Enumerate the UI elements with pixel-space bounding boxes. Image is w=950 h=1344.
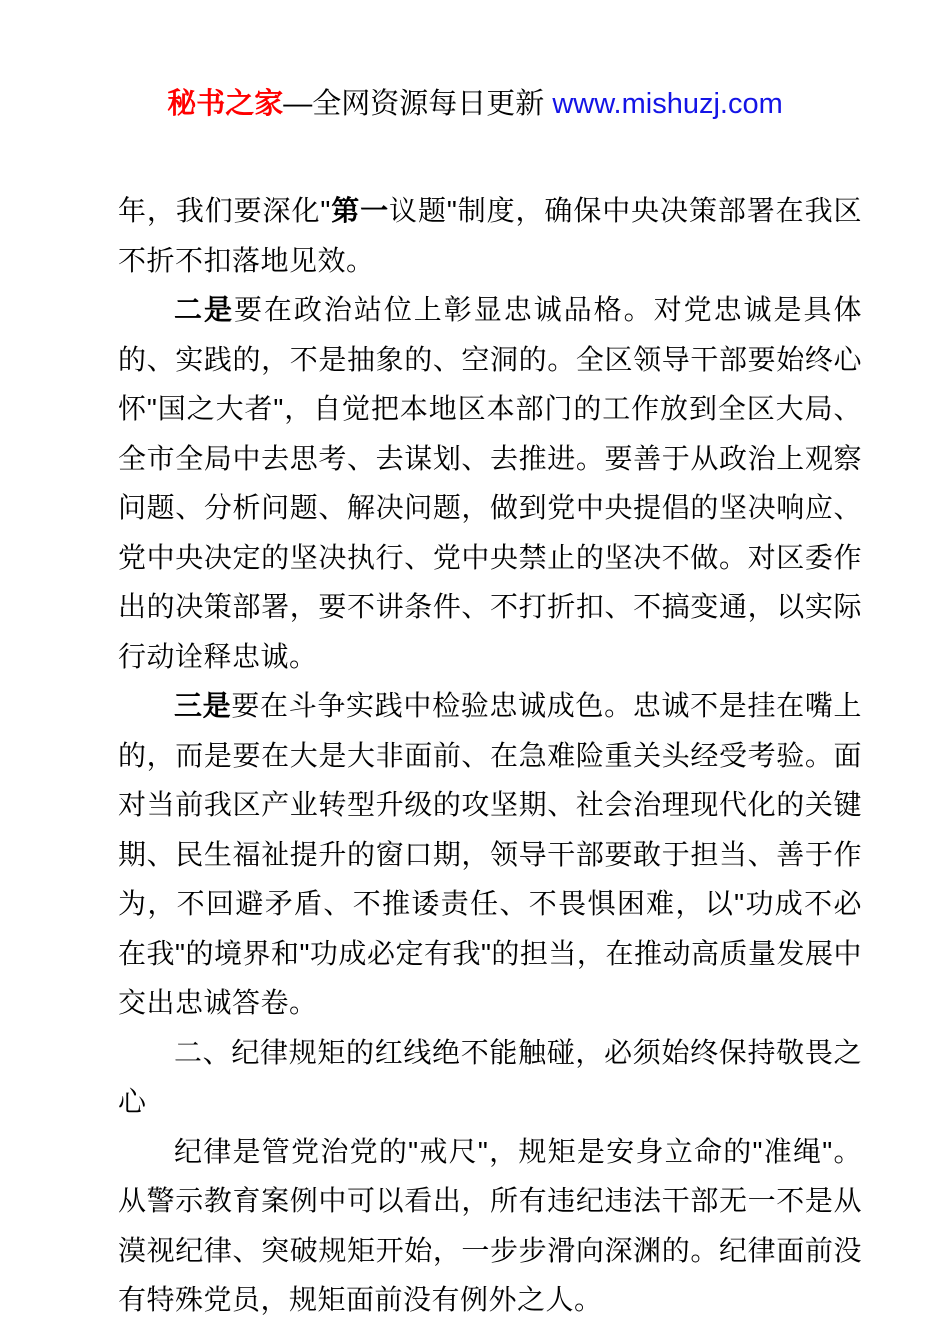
- text-run: 议题"制度，确保中央决策部署在我区不折不扣落地见效。: [118, 195, 862, 276]
- site-name: 秘书之家: [167, 88, 284, 120]
- document-header: [0, 0, 950, 124]
- bold-text-run: 三是: [174, 690, 232, 721]
- bold-text-run: 第一: [330, 195, 390, 226]
- text-run: 二、纪律规矩的红线绝不能触碰，必须始终保持敬畏之心: [118, 1036, 862, 1117]
- section-heading-two: [118, 1028, 862, 1127]
- site-tagline: —全网资源每日更新: [283, 88, 553, 120]
- site-url-link[interactable]: www.mishuzj.com: [552, 88, 783, 120]
- paragraph-continuation: [118, 186, 862, 285]
- paragraph-point-three: [118, 681, 862, 1028]
- text-run: 纪律是管党治党的"戒尺"，规矩是安身立命的"准绳"。从警示教育案例中可以看出，所有违纪违法干部无一不是从漠视纪律、突破规矩开始，一步步滑向深渊的。纪律面前没有特殊党员，规矩面前没有例外之人。: [118, 1135, 862, 1315]
- text-run: 要在政治站位上彰显忠诚品格。对党忠诚是具体的、实践的，不是抽象的、空洞的。全区领导干部要始终心怀"国之大者"，自觉把本地区本部门的工作放到全区大局、全市全局中去思考、去谋划、去推进。要善于从政治上观察问题、分析问题、解决问题，做到党中央提倡的坚决响应、党中央决定的坚决执行、党中央禁止的坚决不做。对区委作出的决策部署，要不讲条件、不打折扣、不搞变通，以实际行动诠释忠诚。: [118, 294, 862, 672]
- text-run: 要在斗争实践中检验忠诚成色。忠诚不是挂在嘴上的，而是要在大是大非面前、在急难险重关头经受考验。面对当前我区产业转型升级的攻坚期、社会治理现代化的关键期、民生福祉提升的窗口期，领导干部要敢于担当、善于作为，不回避矛盾、不推诿责任、不畏惧困难，以"功成不必在我"的境界和"功成必定有我"的担当，在推动高质量发展中交出忠诚答卷。: [118, 690, 862, 1018]
- paragraph-discipline: [118, 1127, 862, 1325]
- document-body: [0, 186, 950, 1325]
- text-run: 年，我们要深化": [118, 195, 331, 226]
- bold-text-run: 二是: [174, 294, 234, 325]
- paragraph-point-two: [118, 285, 862, 681]
